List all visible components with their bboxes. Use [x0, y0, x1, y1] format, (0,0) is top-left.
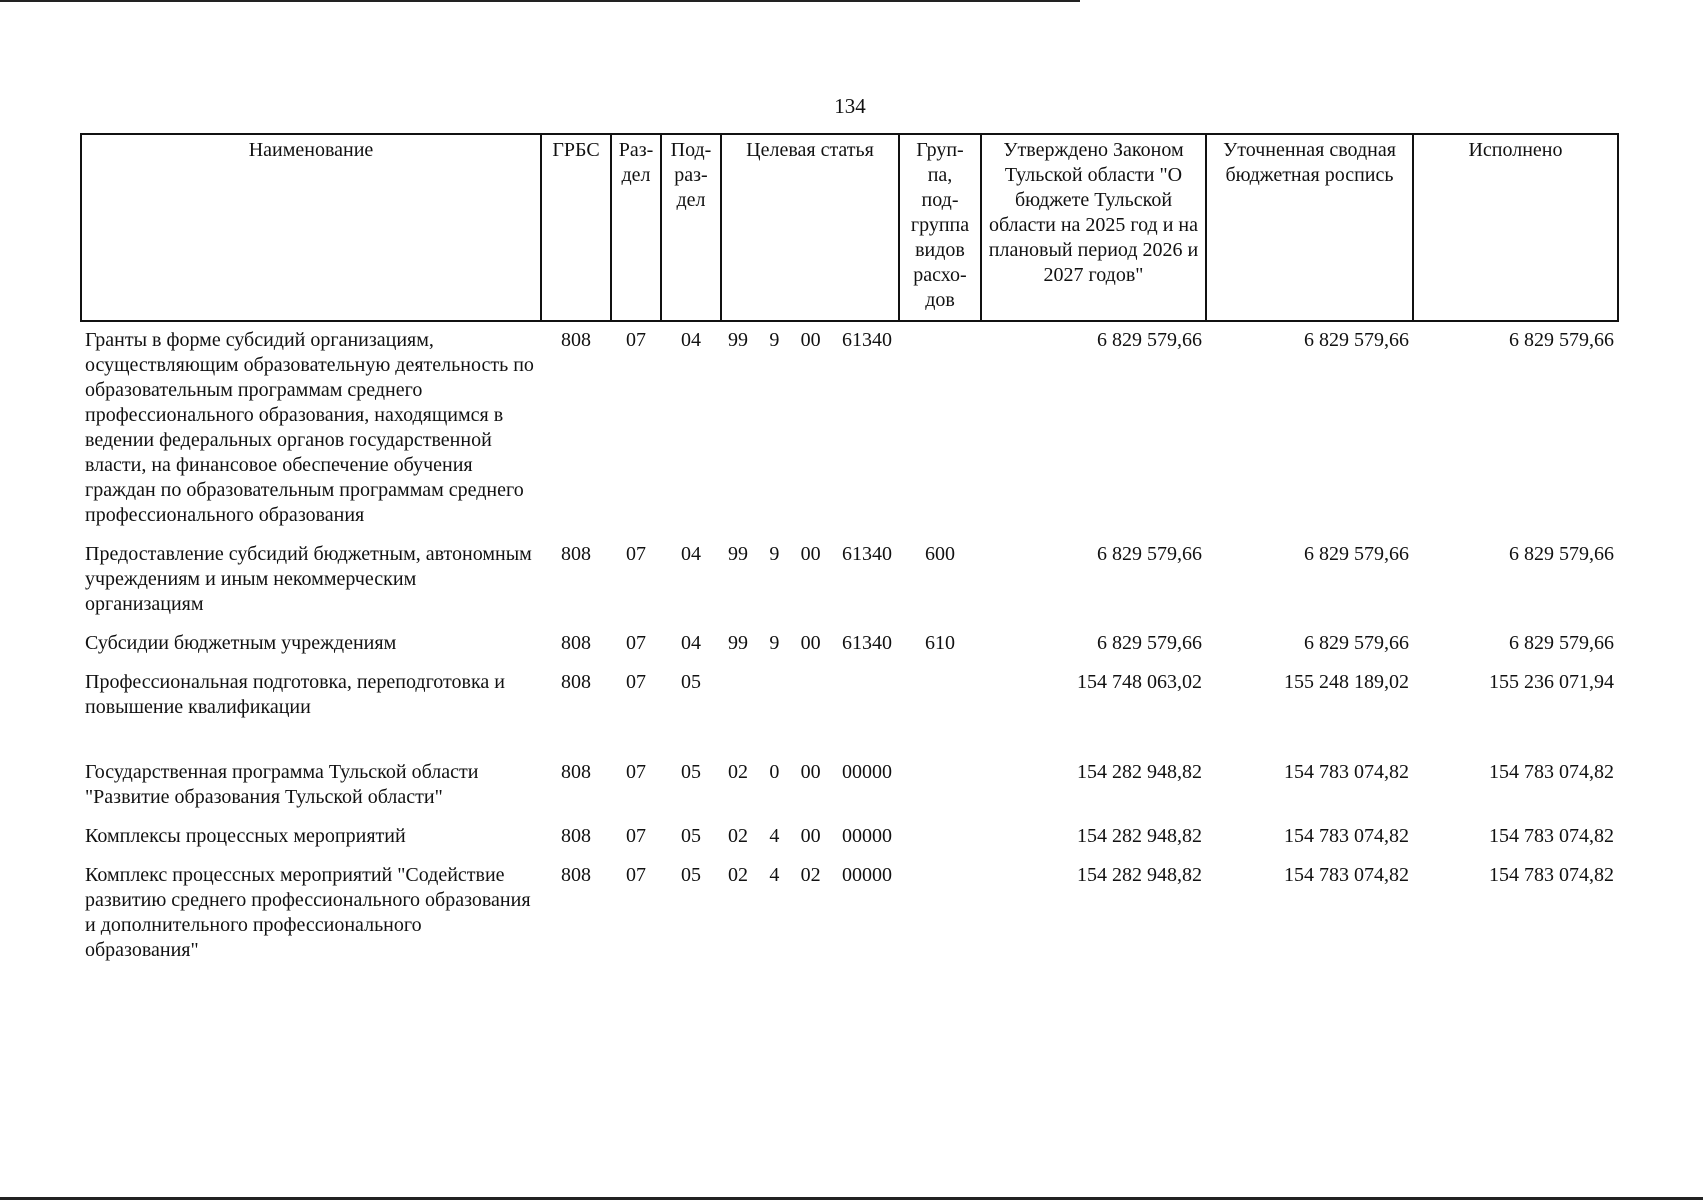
- row-grbs: 808: [561, 761, 591, 783]
- row-group: 600: [925, 543, 955, 565]
- target-program: 02: [728, 761, 748, 783]
- row-refined: 6 829 579,66: [1304, 329, 1409, 351]
- row-grbs: 808: [561, 329, 591, 351]
- target-program: 02: [728, 864, 748, 886]
- row-executed: 6 829 579,66: [1509, 632, 1614, 654]
- table-row: [81, 760, 1618, 824]
- row-executed: 6 829 579,66: [1509, 543, 1614, 565]
- target-subprogram: 9: [769, 543, 780, 565]
- target-direction: 61340: [841, 632, 892, 654]
- row-podrazdel: 04: [681, 329, 701, 351]
- row-name: Гранты в форме субсидий организациям, осуществляющим образовательную деятельность по образовательным программам среднего профессионального образования, находящимся в ведении федеральных органов государственной власти, на финансовое обеспечение обучения граждан по образовательным программам среднего профессионального образования: [85, 329, 534, 526]
- table-row: [81, 670, 1618, 760]
- row-name: Государственная программа Тульской области "Развитие образования Тульской области": [85, 761, 479, 808]
- row-refined: 6 829 579,66: [1304, 632, 1409, 654]
- row-name: Субсидии бюджетным учреждениям: [85, 632, 397, 654]
- target-program: 99: [728, 329, 748, 351]
- row-group: [899, 824, 981, 863]
- row-approved: 6 829 579,66: [1097, 543, 1202, 565]
- target-subprogram: 4: [769, 825, 780, 847]
- table-row: [81, 863, 1618, 977]
- row-refined: 6 829 579,66: [1304, 543, 1409, 565]
- table-row: [81, 321, 1618, 542]
- target-program: 02: [728, 825, 748, 847]
- target-direction: 61340: [841, 543, 892, 565]
- target-event: 00: [800, 825, 821, 847]
- row-target: [721, 542, 899, 631]
- row-executed: 154 783 074,82: [1489, 761, 1614, 783]
- row-razdel: 07: [626, 825, 646, 847]
- target-subprogram: 0: [769, 761, 780, 783]
- row-grbs: 808: [561, 671, 591, 693]
- row-grbs: 808: [561, 632, 591, 654]
- target-event: 02: [800, 864, 821, 886]
- row-razdel: 07: [626, 329, 646, 351]
- header-grbs: ГРБС: [541, 134, 611, 321]
- scan-edge-top: [0, 0, 1080, 2]
- row-refined: 154 783 074,82: [1284, 864, 1409, 886]
- row-approved: 154 282 948,82: [1077, 761, 1202, 783]
- target-direction: 00000: [841, 825, 892, 847]
- row-approved: 154 748 063,02: [1077, 671, 1202, 693]
- header-target: Целевая статья: [721, 134, 899, 321]
- target-subprogram: 4: [769, 864, 780, 886]
- row-group: 610: [925, 632, 955, 654]
- row-grbs: 808: [561, 825, 591, 847]
- target-subprogram: 9: [769, 632, 780, 654]
- row-target: [721, 670, 899, 760]
- row-podrazdel: 05: [681, 864, 701, 886]
- target-event: 00: [800, 761, 821, 783]
- row-refined: 154 783 074,82: [1284, 761, 1409, 783]
- row-name: Комплексы процессных мероприятий: [85, 825, 406, 847]
- header-group: Груп- па, под- группа видов расхо- дов: [899, 134, 981, 321]
- row-target: [721, 760, 899, 824]
- row-group: [899, 670, 981, 760]
- header-approved: Утверждено Законом Тульской области "О бюджете Тульской области на 2025 год и на плановый период 2026 и 2027 годов": [981, 134, 1206, 321]
- row-razdel: 07: [626, 543, 646, 565]
- row-group: [899, 863, 981, 977]
- row-target: [721, 824, 899, 863]
- table-row: [81, 631, 1618, 670]
- header-executed: Исполнено: [1413, 134, 1618, 321]
- header-razdel: Раз- дел: [611, 134, 661, 321]
- table-row: [81, 824, 1618, 863]
- row-razdel: 07: [626, 671, 646, 693]
- row-approved: 154 282 948,82: [1077, 864, 1202, 886]
- row-target: [721, 863, 899, 977]
- target-direction: 61340: [841, 329, 892, 351]
- row-approved: 6 829 579,66: [1097, 632, 1202, 654]
- row-target: [721, 321, 899, 542]
- row-approved: 154 282 948,82: [1077, 825, 1202, 847]
- row-approved: 6 829 579,66: [1097, 329, 1202, 351]
- row-group: [899, 321, 981, 542]
- budget-table: [80, 133, 1619, 977]
- row-podrazdel: 05: [681, 825, 701, 847]
- target-program: 99: [728, 632, 748, 654]
- row-executed: 155 236 071,94: [1489, 671, 1614, 693]
- target-direction: 00000: [841, 864, 892, 886]
- row-executed: 154 783 074,82: [1489, 825, 1614, 847]
- row-executed: 154 783 074,82: [1489, 864, 1614, 886]
- row-refined: 155 248 189,02: [1284, 671, 1409, 693]
- row-podrazdel: 04: [681, 632, 701, 654]
- row-executed: 6 829 579,66: [1509, 329, 1614, 351]
- target-direction: 00000: [841, 761, 892, 783]
- row-refined: 154 783 074,82: [1284, 825, 1409, 847]
- row-podrazdel: 05: [681, 671, 701, 693]
- table-row: [81, 542, 1618, 631]
- header-podrazdel: Под- раз- дел: [661, 134, 721, 321]
- row-razdel: 07: [626, 864, 646, 886]
- row-name: Профессиональная подготовка, переподготовка и повышение квалификации: [85, 671, 505, 718]
- row-name: Комплекс процессных мероприятий "Содействие развитию среднего профессионального образования и дополнительного профессионального образования": [85, 864, 531, 961]
- target-program: 99: [728, 543, 748, 565]
- header-refined: Уточненная сводная бюджетная роспись: [1206, 134, 1413, 321]
- row-razdel: 07: [626, 632, 646, 654]
- row-razdel: 07: [626, 761, 646, 783]
- row-name: Предоставление субсидий бюджетным, автономным учреждениям и иным некоммерческим организациям: [85, 543, 532, 615]
- target-event: 00: [800, 543, 821, 565]
- row-group: [899, 760, 981, 824]
- row-grbs: 808: [561, 864, 591, 886]
- row-grbs: 808: [561, 543, 591, 565]
- header-name: Наименование: [81, 134, 541, 321]
- target-subprogram: 9: [769, 329, 780, 351]
- row-target: [721, 631, 899, 670]
- row-podrazdel: 04: [681, 543, 701, 565]
- page-number: 134: [834, 94, 866, 118]
- row-podrazdel: 05: [681, 761, 701, 783]
- target-event: 00: [800, 329, 821, 351]
- table-header-row: [81, 134, 1618, 321]
- target-event: 00: [800, 632, 821, 654]
